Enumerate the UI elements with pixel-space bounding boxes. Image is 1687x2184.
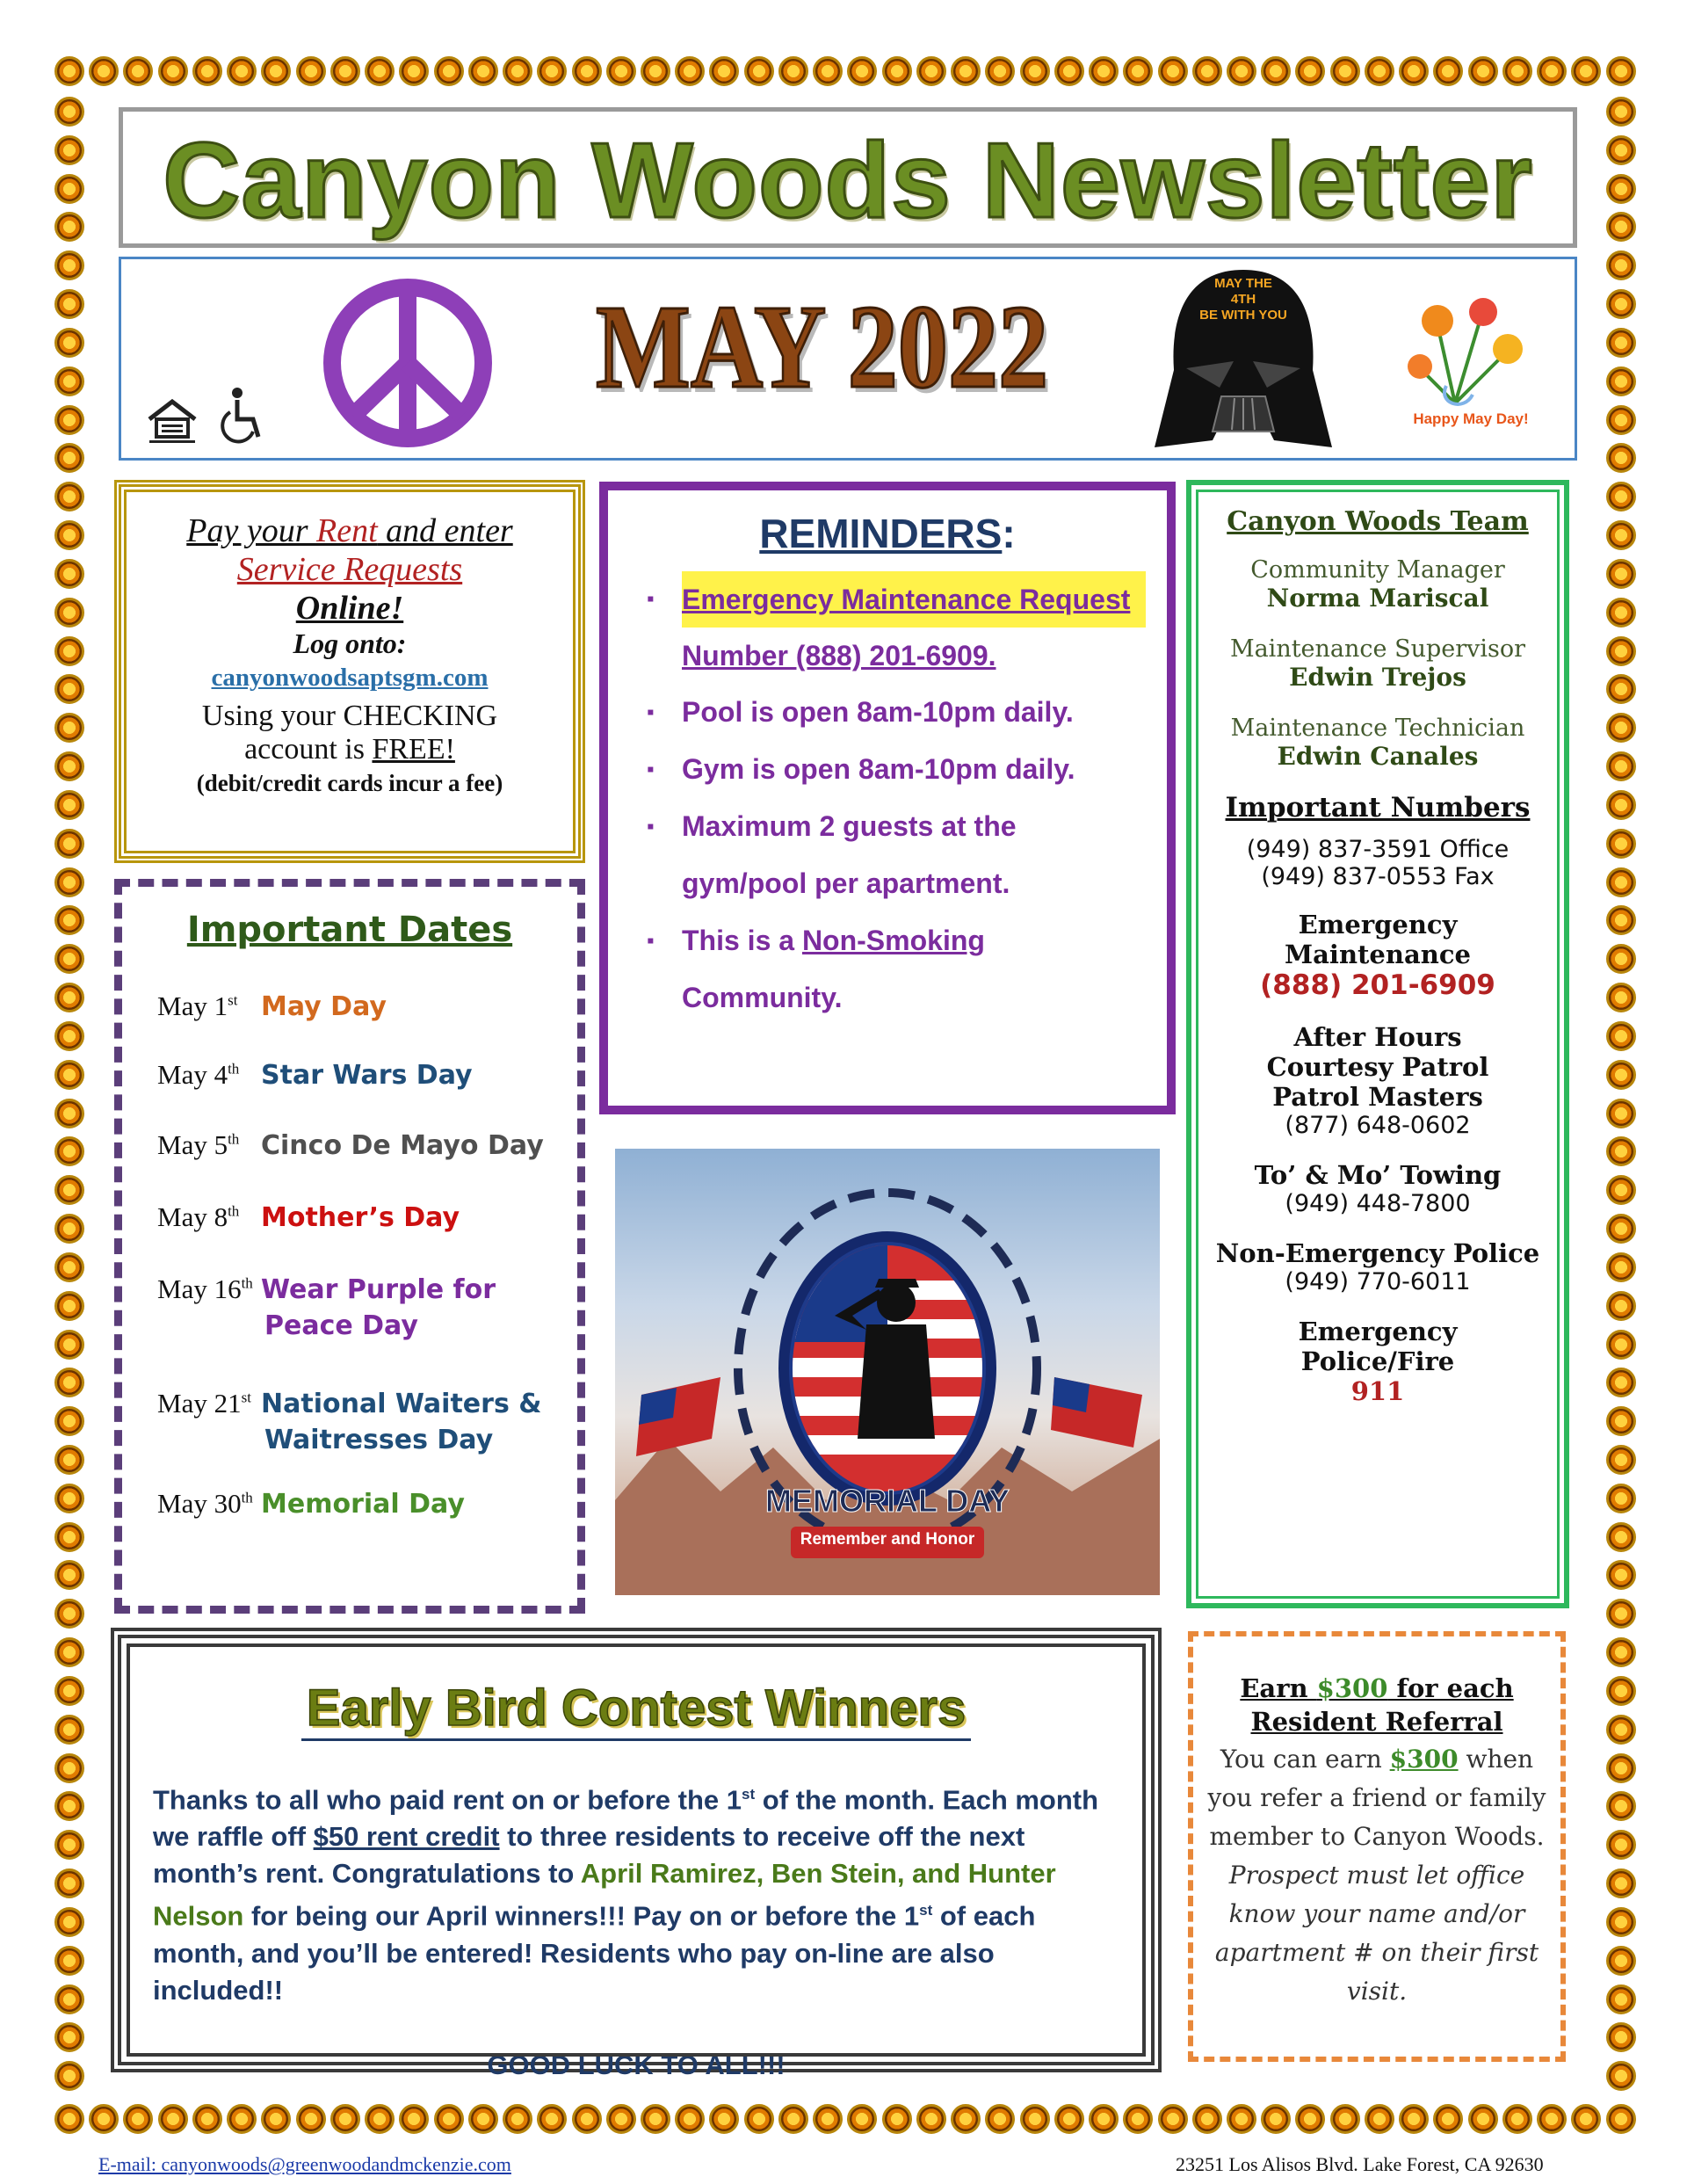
sunflower-border-icon xyxy=(1571,2104,1601,2134)
sunflower-border-icon xyxy=(54,944,84,974)
sunflower-border-icon xyxy=(1606,598,1636,628)
bullet-icon: ▪ xyxy=(647,815,655,838)
mayday-caption: Happy May Day! xyxy=(1413,410,1529,427)
referral-heading-2: Resident Referral xyxy=(1250,1707,1503,1737)
after-hours-3: Patrol Masters xyxy=(1272,1082,1483,1112)
date-event: National Waiters & xyxy=(261,1389,542,1419)
rent-line4: Log onto: xyxy=(293,628,407,659)
sunflower-border-icon xyxy=(1606,790,1636,820)
sunflower-border-icon xyxy=(434,2104,464,2134)
title-box xyxy=(119,107,1577,248)
sunflower-border-icon xyxy=(1537,2104,1567,2134)
sunflower-border-icon xyxy=(434,56,464,86)
date-day: May 16th xyxy=(157,1273,253,1304)
sunflower-border-icon xyxy=(54,1214,84,1244)
sunflower-border-icon xyxy=(54,1522,84,1552)
rent-line3: Online! xyxy=(295,590,404,627)
numbers-title: Important Numbers xyxy=(1225,792,1531,824)
sunflower-border-icon xyxy=(847,56,877,86)
sunflower-border-icon xyxy=(54,366,84,396)
team-role: Maintenance Technician xyxy=(1230,715,1525,742)
sunflower-border-icon xyxy=(1295,2104,1325,2134)
sunflower-border-icon xyxy=(1468,56,1498,86)
sunflower-border-icon xyxy=(54,1946,84,1976)
sunflower-border-icon xyxy=(158,56,188,86)
sunflower-border-icon xyxy=(882,56,912,86)
sunflower-border-icon xyxy=(1606,1406,1636,1436)
sunflower-border-icon xyxy=(54,1830,84,1860)
bullet-icon: ▪ xyxy=(647,700,655,724)
after-hours-number: (877) 648-0602 xyxy=(1285,1112,1471,1139)
sunflower-border-icon xyxy=(1606,56,1636,86)
sunflower-border-icon xyxy=(227,2104,257,2134)
police-heading: Non-Emergency Police xyxy=(1215,1238,1540,1268)
sunflower-border-icon xyxy=(54,443,84,473)
sunflower-border-icon xyxy=(1606,1868,1636,1898)
reminder-gym: ▪ Gym is open 8am-10pm daily. xyxy=(647,741,1146,798)
sunflower-border-icon xyxy=(1606,1522,1636,1552)
sunflower-border-icon xyxy=(1606,1715,1636,1745)
towing-number: (949) 448-7800 xyxy=(1285,1190,1471,1217)
border-right xyxy=(1606,97,1636,2092)
fire-heading-2: Police/Fire xyxy=(1300,1346,1455,1376)
sunflower-border-icon xyxy=(1606,1099,1636,1128)
sunflower-border-icon xyxy=(54,983,84,1012)
starwars-line1: MAY THE xyxy=(1214,276,1272,291)
sunflower-border-icon xyxy=(1261,56,1291,86)
date-event: Memorial Day xyxy=(261,1489,465,1520)
date-row xyxy=(157,990,387,1022)
border-top xyxy=(54,56,1636,86)
sunflower-border-icon xyxy=(1606,1060,1636,1090)
sunflower-border-icon xyxy=(1261,2104,1291,2134)
sunflower-border-icon xyxy=(572,56,602,86)
sunflower-border-icon xyxy=(1606,1291,1636,1321)
sunflower-border-icon xyxy=(503,56,532,86)
after-hours-2: Courtesy Patrol xyxy=(1266,1052,1489,1082)
sunflower-border-icon xyxy=(123,56,153,86)
contest-closing: GOOD LUCK TO ALL!!! xyxy=(487,2049,786,2080)
sunflower-border-icon xyxy=(54,250,84,280)
contest-title: Early Bird Contest Winners xyxy=(301,1680,971,1741)
sunflower-border-icon xyxy=(1365,2104,1394,2134)
sunflower-border-icon xyxy=(54,867,84,897)
sunflower-border-icon xyxy=(54,1021,84,1051)
sunflower-border-icon xyxy=(54,905,84,935)
sunflower-border-icon xyxy=(1606,944,1636,974)
sunflower-border-icon xyxy=(54,1560,84,1590)
sunflower-border-icon xyxy=(399,56,429,86)
footer-email[interactable]: E-mail: canyonwoods@greenwoodandmckenzie.com xyxy=(98,2153,511,2175)
banner xyxy=(119,257,1577,461)
sunflower-border-icon xyxy=(1330,56,1360,86)
sunflower-border-icon xyxy=(192,56,222,86)
sunflower-border-icon xyxy=(54,598,84,628)
sunflower-border-icon xyxy=(813,2104,843,2134)
sunflower-border-icon xyxy=(1606,1368,1636,1397)
date-event-line2: Waitresses Day xyxy=(264,1425,494,1455)
date-day: May 21st xyxy=(157,1388,251,1419)
sunflower-border-icon xyxy=(1606,1445,1636,1475)
sunflower-border-icon xyxy=(744,56,774,86)
sunflower-border-icon xyxy=(1606,1252,1636,1282)
sunflower-border-icon xyxy=(1433,2104,1463,2134)
after-hours-1: After Hours xyxy=(1293,1022,1462,1052)
sunflower-border-icon xyxy=(54,405,84,435)
sunflower-border-icon xyxy=(606,2104,636,2134)
contest-box xyxy=(111,1628,1162,2080)
sunflower-border-icon xyxy=(54,482,84,512)
sunflower-border-icon xyxy=(675,2104,705,2134)
sunflower-border-icon xyxy=(641,2104,670,2134)
date-event-line2: Peace Day xyxy=(264,1310,418,1341)
sunflower-border-icon xyxy=(54,1099,84,1128)
sunflower-border-icon xyxy=(54,1984,84,2014)
sunflower-border-icon xyxy=(1606,2104,1636,2134)
sunflower-border-icon xyxy=(778,56,808,86)
sunflower-border-icon xyxy=(641,56,670,86)
rent-line5: Using your CHECKING xyxy=(201,700,498,732)
sunflower-border-icon xyxy=(1606,405,1636,435)
sunflower-border-icon xyxy=(1227,56,1256,86)
date-event: May Day xyxy=(261,991,387,1022)
sunflower-border-icon xyxy=(1606,135,1636,165)
date-row xyxy=(157,1388,541,1455)
sunflower-border-icon xyxy=(365,56,395,86)
date-day: May 30th xyxy=(157,1488,253,1519)
sunflower-border-icon xyxy=(1227,2104,1256,2134)
sunflower-border-icon xyxy=(1606,1907,1636,1937)
sunflower-border-icon xyxy=(1606,636,1636,666)
sunflower-border-icon xyxy=(54,1406,84,1436)
date-day: May 4th xyxy=(157,1059,240,1090)
sunflower-border-icon xyxy=(89,56,119,86)
sunflower-border-icon xyxy=(1606,1946,1636,1976)
sunflower-border-icon xyxy=(1606,97,1636,127)
sunflower-border-icon xyxy=(813,56,843,86)
border-bottom xyxy=(54,2104,1636,2134)
sunflower-border-icon xyxy=(1020,2104,1050,2134)
reminder-pool: ▪ Pool is open 8am-10pm daily. xyxy=(647,684,1146,741)
sunflower-border-icon xyxy=(89,2104,119,2134)
rent-box xyxy=(114,480,585,863)
rent-line7: (debit/credit cards incur a fee) xyxy=(196,770,503,796)
sunflower-border-icon xyxy=(1606,2022,1636,2052)
sunflower-border-icon xyxy=(54,289,84,319)
sunflower-border-icon xyxy=(1606,983,1636,1012)
sunflower-border-icon xyxy=(54,2022,84,2052)
sunflower-border-icon xyxy=(192,2104,222,2134)
sunflower-border-icon xyxy=(468,2104,498,2134)
referral-body: You can earn $300 when you refer a friend or family member to Canyon Woods. Prospect must let office know your name and/or apartment # on their first visit. xyxy=(1207,1745,1546,2006)
sunflower-border-icon xyxy=(1606,482,1636,512)
bullet-icon: ▪ xyxy=(647,587,655,611)
sunflower-border-icon xyxy=(1606,1637,1636,1667)
sunflower-border-icon xyxy=(1606,1830,1636,1860)
sunflower-border-icon xyxy=(951,2104,981,2134)
sunflower-border-icon xyxy=(1502,56,1532,86)
referral-heading: Earn $300 for each xyxy=(1240,1673,1514,1703)
sunflower-border-icon xyxy=(916,56,946,86)
sunflower-border-icon xyxy=(1606,250,1636,280)
sunflower-border-icon xyxy=(54,1907,84,1937)
sunflower-border-icon xyxy=(54,2061,84,2091)
starwars-line2: 4TH xyxy=(1230,292,1256,307)
sunflower-border-icon xyxy=(1054,56,1084,86)
sunflower-border-icon xyxy=(709,56,739,86)
sunflower-border-icon xyxy=(1606,1175,1636,1205)
footer-address: 23251 Los Alisos Blvd. Lake Forest, CA 92630 xyxy=(1176,2153,1544,2175)
reminder-emergency: ▪ Emergency Maintenance Request Number (888) 201-6909. xyxy=(647,571,1146,684)
sunflower-border-icon xyxy=(1606,174,1636,204)
sunflower-border-icon xyxy=(1606,2061,1636,2091)
team-name: Norma Mariscal xyxy=(1266,584,1489,613)
dates-box xyxy=(114,879,585,1614)
website-link[interactable]: canyonwoodsaptsgm.com xyxy=(211,664,489,692)
sunflower-border-icon xyxy=(1330,2104,1360,2134)
sunflower-border-icon xyxy=(330,56,360,86)
newsletter-title: Canyon Woods Newsletter xyxy=(163,120,1533,240)
sunflower-border-icon xyxy=(985,2104,1015,2134)
month-heading: MAY 2022 xyxy=(596,281,1049,413)
team-box xyxy=(1186,480,1569,1608)
sunflower-border-icon xyxy=(1468,2104,1498,2134)
sunflower-border-icon xyxy=(1606,520,1636,550)
team-role: Community Manager xyxy=(1250,556,1505,584)
sunflower-border-icon xyxy=(916,2104,946,2134)
emergency-heading-2: Maintenance xyxy=(1285,940,1471,969)
rent-line1: Pay your Rent and enter xyxy=(186,512,513,549)
sunflower-border-icon xyxy=(54,1753,84,1783)
sunflower-border-icon xyxy=(1606,1484,1636,1513)
emergency-heading: Emergency xyxy=(1298,910,1458,940)
sunflower-border-icon xyxy=(1158,56,1188,86)
date-day: May 8th xyxy=(157,1201,240,1232)
sunflower-border-icon xyxy=(1606,1753,1636,1783)
sunflower-border-icon xyxy=(744,2104,774,2134)
date-event: Wear Purple for xyxy=(261,1274,496,1305)
date-row xyxy=(157,1273,496,1341)
sunflower-border-icon xyxy=(296,2104,326,2134)
sunflower-border-icon xyxy=(537,2104,567,2134)
memorial-day-image xyxy=(615,1149,1160,1595)
sunflower-border-icon xyxy=(1606,1791,1636,1821)
sunflower-border-icon xyxy=(54,1136,84,1166)
sunflower-border-icon xyxy=(1606,674,1636,704)
sunflower-border-icon xyxy=(1606,289,1636,319)
sunflower-border-icon xyxy=(1606,443,1636,473)
sunflower-border-icon xyxy=(54,135,84,165)
sunflower-border-icon xyxy=(54,713,84,743)
memorial-day-subtitle: Remember and Honor xyxy=(800,1530,975,1549)
sunflower-border-icon xyxy=(54,1715,84,1745)
sunflower-border-icon xyxy=(468,56,498,86)
border-left xyxy=(54,97,84,2092)
sunflower-border-icon xyxy=(261,2104,291,2134)
sunflower-border-icon xyxy=(1399,2104,1429,2134)
sunflower-border-icon xyxy=(54,1330,84,1360)
fire-number: 911 xyxy=(1350,1376,1405,1406)
sunflower-border-icon xyxy=(54,97,84,127)
sunflower-border-icon xyxy=(54,790,84,820)
reminder-guests: ▪ Maximum 2 guests at the gym/pool per apartment. xyxy=(647,798,1146,912)
sunflower-border-icon xyxy=(54,1291,84,1321)
sunflower-border-icon xyxy=(1537,56,1567,86)
sunflower-border-icon xyxy=(1192,56,1222,86)
sunflower-border-icon xyxy=(296,56,326,86)
sunflower-border-icon xyxy=(1606,1214,1636,1244)
sunflower-border-icon xyxy=(1606,1676,1636,1706)
office-number: (949) 837-3591 Office xyxy=(1246,836,1510,863)
wheelchair-icon xyxy=(218,386,267,452)
date-row xyxy=(157,1059,473,1091)
team-name: Edwin Canales xyxy=(1277,742,1479,771)
sunflower-border-icon xyxy=(1606,1599,1636,1629)
contest-body: Thanks to all who paid rent on or before the 1st of the month. Each month we raffle off $50 rent credit to three residents to receive off the next month’s rent. Congratulations to April Ramirez, Ben Stein, and Hunter Nelson for being our April winners!!! Pay on or before the 1st of each month, and you’ll be entered! Residents who pay on-line are also included!! xyxy=(153,1784,1099,2006)
sunflower-border-icon xyxy=(537,56,567,86)
date-row xyxy=(157,1201,460,1233)
emergency-number: (888) 201-6909 xyxy=(1260,969,1495,1001)
towing-heading: To’ & Mo’ Towing xyxy=(1254,1160,1502,1190)
bullet-icon: ▪ xyxy=(647,758,655,781)
sunflower-border-icon xyxy=(54,1484,84,1513)
police-number: (949) 770-6011 xyxy=(1285,1268,1471,1295)
rent-line6: account is FREE! xyxy=(244,733,455,765)
sunflower-border-icon xyxy=(54,1599,84,1629)
sunflower-border-icon xyxy=(1399,56,1429,86)
sunflower-border-icon xyxy=(1365,56,1394,86)
sunflower-border-icon xyxy=(54,1868,84,1898)
sunflower-border-icon xyxy=(54,829,84,859)
team-title: Canyon Woods Team xyxy=(1227,506,1529,537)
sunflower-border-icon xyxy=(1089,2104,1119,2134)
sunflower-border-icon xyxy=(1606,713,1636,743)
date-event: Cinco De Mayo Day xyxy=(261,1130,544,1161)
sunflower-border-icon xyxy=(54,1676,84,1706)
fax-number: (949) 837-0553 Fax xyxy=(1261,863,1495,890)
sunflower-border-icon xyxy=(54,1252,84,1282)
team-name: Edwin Trejos xyxy=(1289,663,1466,692)
sunflower-border-icon xyxy=(54,1175,84,1205)
sunflower-border-icon xyxy=(1606,1984,1636,2014)
sunflower-border-icon xyxy=(54,1637,84,1667)
sunflower-border-icon xyxy=(675,56,705,86)
sunflower-border-icon xyxy=(54,1791,84,1821)
sunflower-border-icon xyxy=(606,56,636,86)
sunflower-border-icon xyxy=(54,674,84,704)
sunflower-border-icon xyxy=(1606,1021,1636,1051)
sunflower-border-icon xyxy=(54,559,84,589)
sunflower-border-icon xyxy=(1606,366,1636,396)
sunflower-border-icon xyxy=(882,2104,912,2134)
sunflower-border-icon xyxy=(54,2104,84,2134)
sunflower-border-icon xyxy=(54,212,84,242)
sunflower-border-icon xyxy=(54,751,84,781)
sunflower-border-icon xyxy=(1606,328,1636,358)
dates-title: Important Dates xyxy=(186,910,513,950)
rent-line2: Service Requests xyxy=(236,551,463,588)
sunflower-border-icon xyxy=(847,2104,877,2134)
sunflower-border-icon xyxy=(54,1368,84,1397)
sunflower-border-icon xyxy=(54,328,84,358)
sunflower-border-icon xyxy=(1606,829,1636,859)
sunflower-border-icon xyxy=(1606,751,1636,781)
sunflower-border-icon xyxy=(1123,56,1153,86)
sunflower-border-icon xyxy=(365,2104,395,2134)
sunflower-border-icon xyxy=(227,56,257,86)
sunflower-border-icon xyxy=(54,56,84,86)
sunflower-border-icon xyxy=(503,2104,532,2134)
sunflower-border-icon xyxy=(54,520,84,550)
team-role: Maintenance Supervisor xyxy=(1229,635,1526,663)
sunflower-border-icon xyxy=(261,56,291,86)
sunflower-border-icon xyxy=(1020,56,1050,86)
vader-helmet-icon xyxy=(1151,265,1336,461)
sunflower-border-icon xyxy=(1606,1136,1636,1166)
date-event: Star Wars Day xyxy=(261,1060,473,1091)
sunflower-border-icon xyxy=(1606,1330,1636,1360)
sunflower-border-icon xyxy=(985,56,1015,86)
sunflower-border-icon xyxy=(1502,2104,1532,2134)
sunflower-border-icon xyxy=(951,56,981,86)
sunflower-border-icon xyxy=(1433,56,1463,86)
sunflower-border-icon xyxy=(572,2104,602,2134)
sunflower-border-icon xyxy=(1606,212,1636,242)
sunflower-border-icon xyxy=(1089,56,1119,86)
equal-housing-icon xyxy=(144,396,200,450)
sunflower-border-icon xyxy=(1606,905,1636,935)
sunflower-border-icon xyxy=(54,174,84,204)
date-row xyxy=(157,1129,544,1161)
sunflower-border-icon xyxy=(1571,56,1601,86)
date-day: May 1st xyxy=(157,990,238,1021)
sunflower-border-icon xyxy=(158,2104,188,2134)
sunflower-border-icon xyxy=(1192,2104,1222,2134)
sunflower-border-icon xyxy=(54,636,84,666)
bullet-icon: ▪ xyxy=(647,929,655,953)
memorial-day-title: MEMORIAL DAY xyxy=(764,1483,1010,1519)
sunflower-border-icon xyxy=(1295,56,1325,86)
sunflower-border-icon xyxy=(1158,2104,1188,2134)
fire-heading: Emergency xyxy=(1298,1317,1458,1346)
sunflower-border-icon xyxy=(330,2104,360,2134)
referral-box xyxy=(1188,1631,1566,2062)
date-event: Mother’s Day xyxy=(261,1202,460,1233)
reminder-smoking: ▪ This is a Non-Smoking Community. xyxy=(647,912,1146,1027)
sunflower-border-icon xyxy=(1606,559,1636,589)
sunflower-border-icon xyxy=(123,2104,153,2134)
reminders-title: REMINDERS: xyxy=(759,511,1016,556)
sunflower-border-icon xyxy=(778,2104,808,2134)
starwars-line3: BE WITH YOU xyxy=(1199,308,1287,323)
date-row xyxy=(157,1488,465,1520)
sunflower-border-icon xyxy=(709,2104,739,2134)
sunflower-border-icon xyxy=(1606,1560,1636,1590)
sunflower-border-icon xyxy=(1123,2104,1153,2134)
sunflower-border-icon xyxy=(54,1060,84,1090)
peace-sign-icon xyxy=(320,275,496,455)
date-day: May 5th xyxy=(157,1129,240,1160)
sunflower-border-icon xyxy=(1606,867,1636,897)
sunflower-border-icon xyxy=(1054,2104,1084,2134)
sunflower-border-icon xyxy=(54,1445,84,1475)
sunflower-border-icon xyxy=(399,2104,429,2134)
reminders-box xyxy=(599,482,1176,1114)
